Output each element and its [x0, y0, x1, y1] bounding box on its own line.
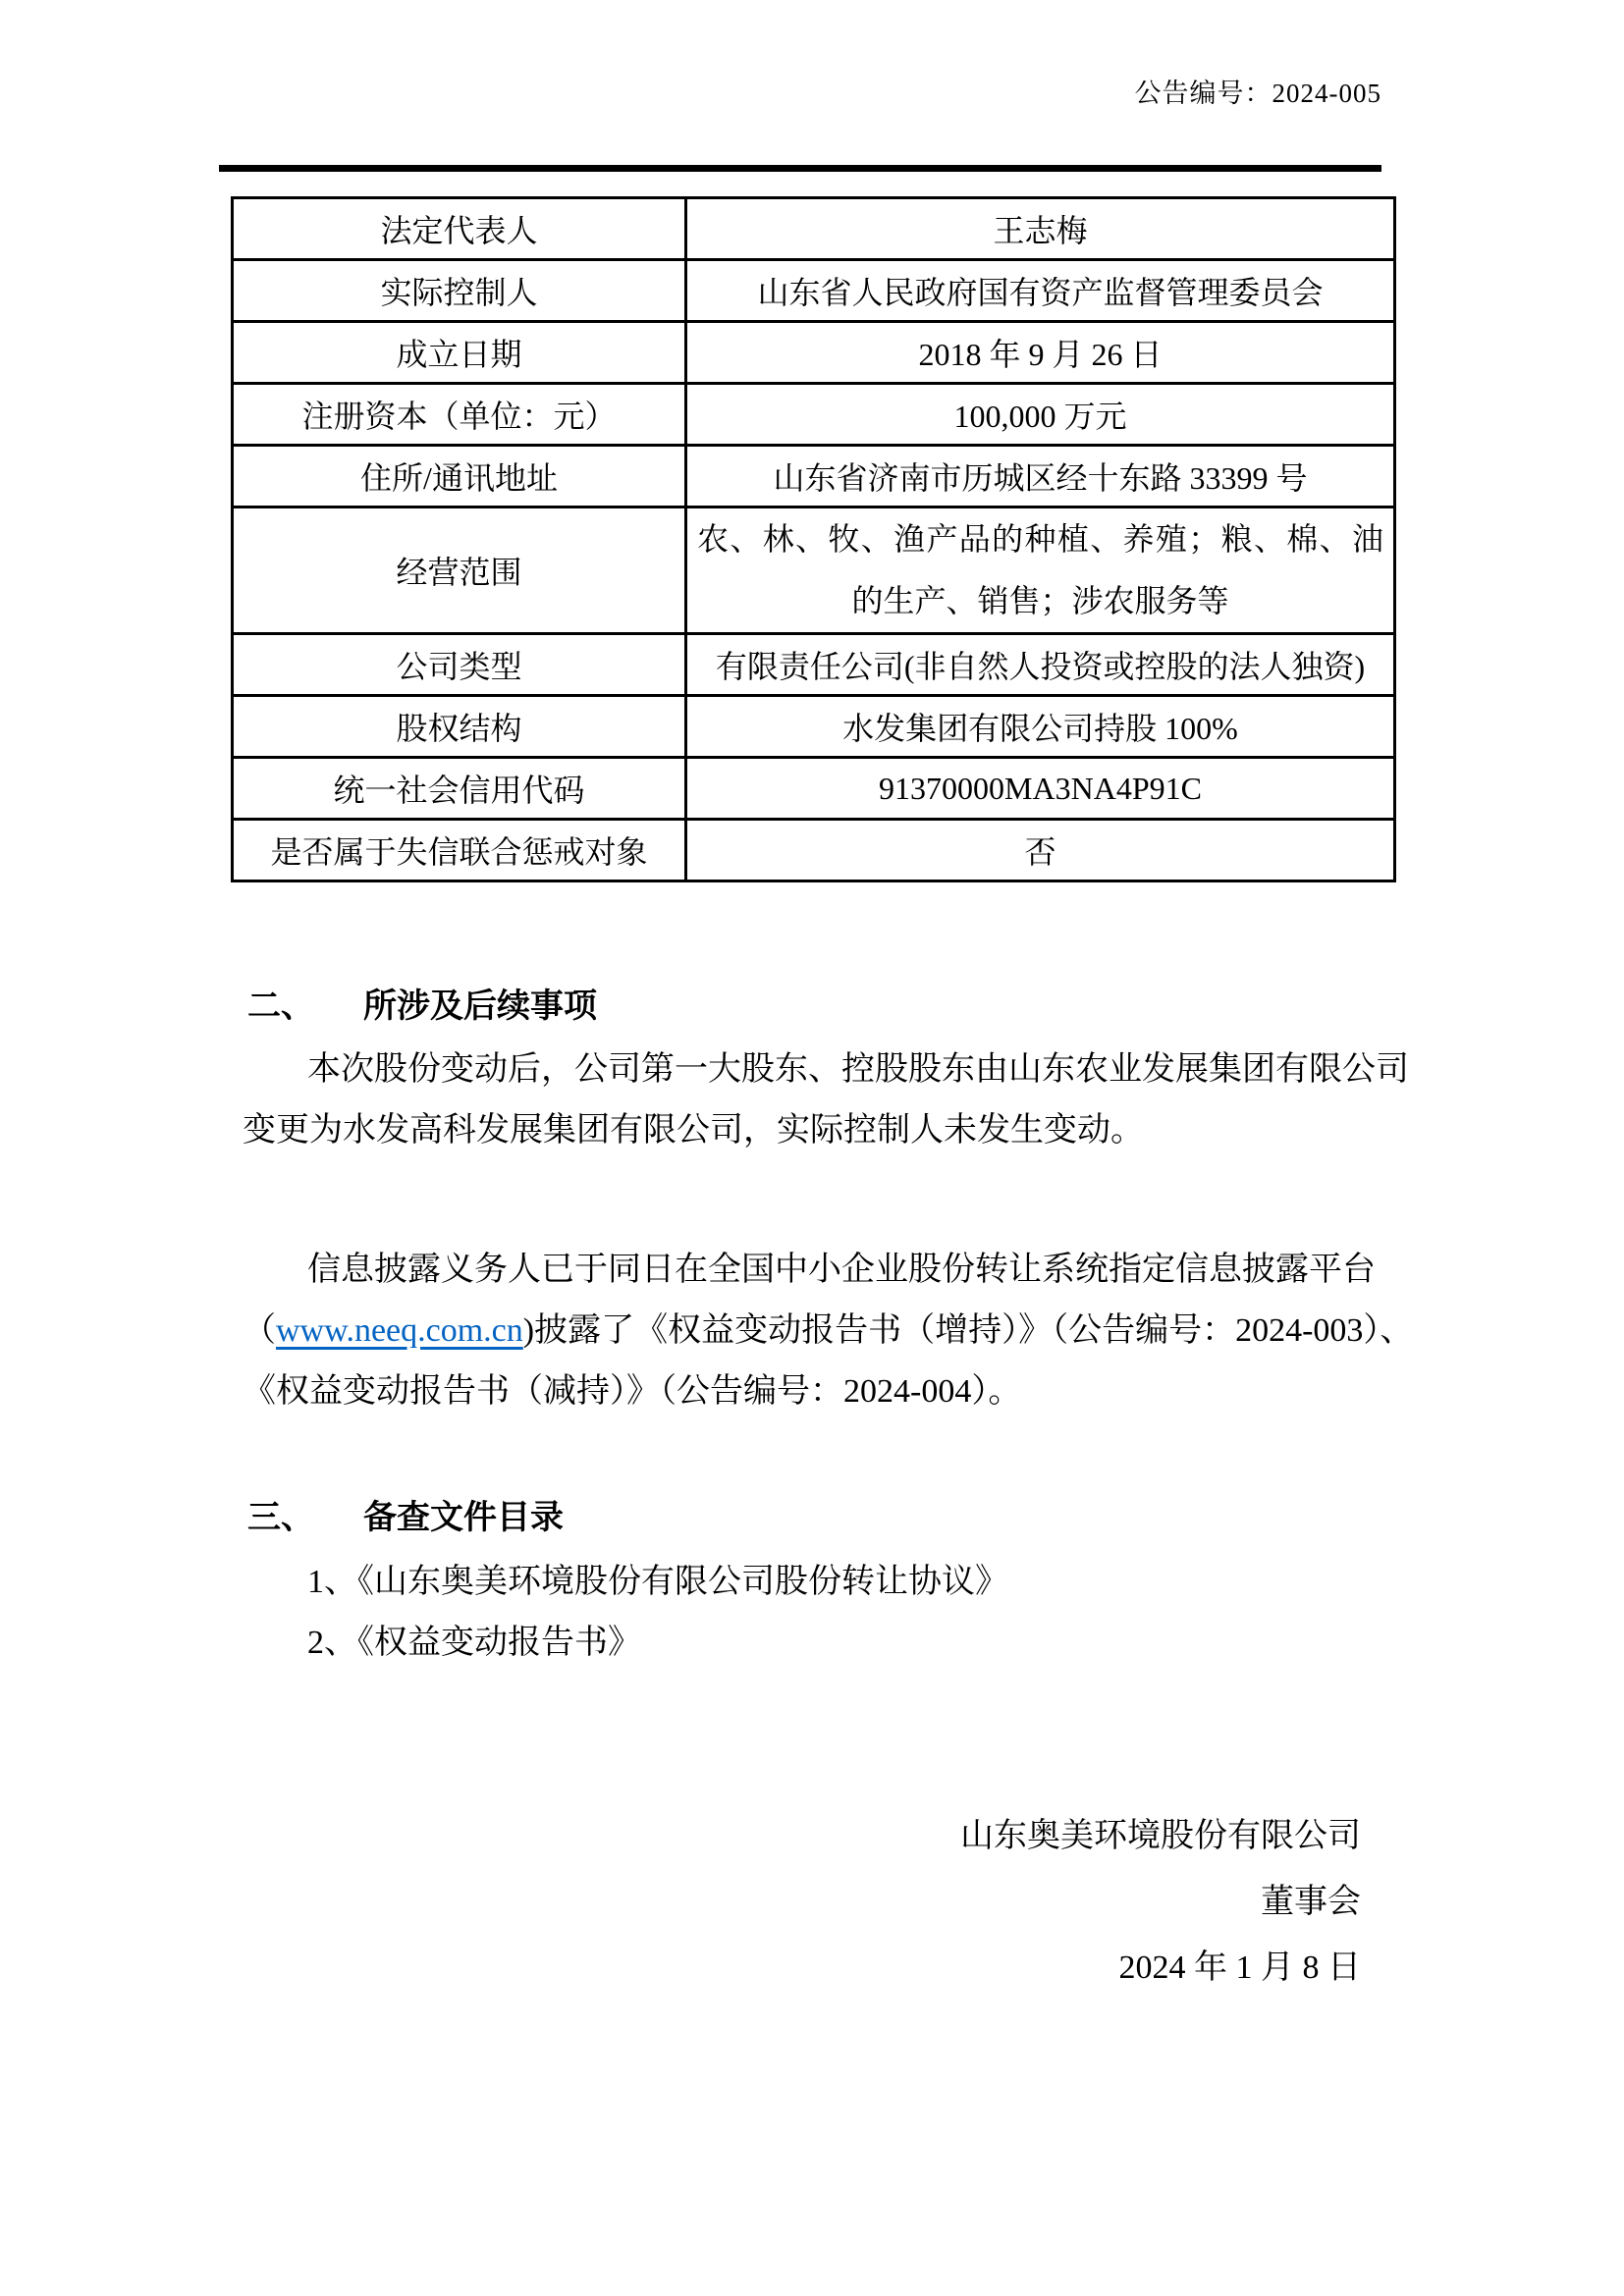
open-paren: （	[243, 1312, 276, 1349]
table-row	[233, 758, 1395, 820]
paragraph-text: )披露了《权益变动报告书（增持）》（公告编号：2024-003）、	[522, 1312, 1414, 1349]
paragraph-line: 本次股份变动后，公司第一大股东、控股股东由山东农业发展集团有限公司	[307, 1051, 1409, 1088]
paragraph-line: 《权益变动报告书（减持）》（公告编号：2024-004）。	[243, 1373, 1022, 1410]
row-value: 水发集团有限公司持股 100%	[686, 696, 1395, 758]
section-2-paragraph-1	[243, 1040, 1409, 1161]
table-row	[233, 507, 1395, 634]
paragraph-line: 信息披露义务人已于同日在全国中小企业股份转让系统指定信息披露平台	[307, 1252, 1376, 1288]
row-value: 100,000 万元	[686, 384, 1395, 446]
row-label: 是否属于失信联合惩戒对象	[233, 820, 686, 881]
list-item: 1、《山东奥美环境股份有限公司股份转让协议》	[307, 1564, 1008, 1600]
business-scope-line-2: 的生产、销售；涉农服务等	[851, 583, 1229, 618]
section-2-number: 二、	[247, 988, 314, 1025]
neeq-website-link[interactable]: www.neeq.com.cn	[276, 1312, 523, 1349]
row-value: 91370000MA3NA4P91C	[686, 758, 1395, 820]
row-value: 2018 年 9 月 26 日	[686, 322, 1395, 384]
signature-block	[960, 1803, 1361, 2001]
header-rule	[219, 165, 1381, 172]
row-value: 山东省济南市历城区经十东路 33399 号	[686, 446, 1395, 507]
row-value: 有限责任公司(非自然人投资或控股的法人独资)	[686, 634, 1395, 696]
section-2-heading	[247, 988, 597, 1027]
signature-date: 2024 年 1 月 8 日	[1118, 1949, 1361, 1986]
paragraph-line: 变更为水发高科发展集团有限公司，实际控制人未发生变动。	[243, 1112, 1144, 1148]
row-label: 注册资本（单位：元）	[233, 384, 686, 446]
row-value: 山东省人民政府国有资产监督管理委员会	[686, 260, 1395, 322]
row-value: 否	[686, 820, 1395, 881]
table-row	[233, 322, 1395, 384]
table-row	[233, 696, 1395, 758]
row-value: 王志梅	[686, 198, 1395, 260]
row-label: 成立日期	[233, 322, 686, 384]
row-label: 法定代表人	[233, 198, 686, 260]
row-label: 股权结构	[233, 696, 686, 758]
row-label: 统一社会信用代码	[233, 758, 686, 820]
table-row	[233, 198, 1395, 260]
row-label: 经营范围	[233, 507, 686, 634]
table-row	[233, 634, 1395, 696]
section-2-paragraph-2	[243, 1240, 1414, 1422]
row-label: 公司类型	[233, 634, 686, 696]
row-value	[686, 507, 1395, 634]
business-scope-line-1: 农、林、牧、渔产品的种植、养殖；粮、棉、油	[697, 521, 1383, 557]
row-label: 住所/通讯地址	[233, 446, 686, 507]
section-3-number: 三、	[247, 1500, 314, 1536]
signature-board: 董事会	[1261, 1884, 1361, 1920]
row-label: 实际控制人	[233, 260, 686, 322]
signature-company: 山东奥美环境股份有限公司	[960, 1818, 1361, 1854]
company-info-table	[231, 196, 1396, 882]
paragraph-line	[243, 1301, 1414, 1362]
table-row	[233, 820, 1395, 881]
section-3-title: 备查文件目录	[363, 1500, 564, 1536]
table-row	[233, 260, 1395, 322]
table-row	[233, 384, 1395, 446]
reference-document-list	[243, 1552, 1401, 1674]
announcement-number: 公告编号：2024-005	[1134, 79, 1381, 108]
table-row	[233, 446, 1395, 507]
list-item: 2、《权益变动报告书》	[307, 1625, 641, 1661]
section-3-heading	[247, 1499, 564, 1538]
section-2-title: 所涉及后续事项	[363, 988, 597, 1025]
